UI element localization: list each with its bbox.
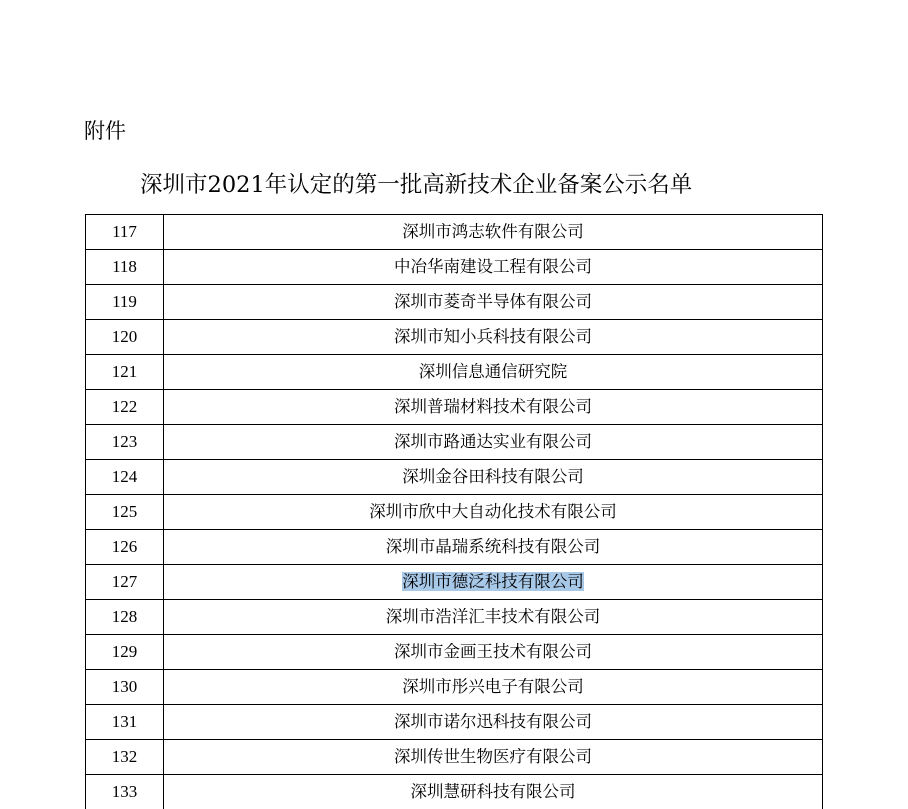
company-name-cell[interactable] (164, 320, 823, 355)
company-name[interactable]: 深圳普瑞材料技术有限公司 (394, 397, 592, 416)
company-name-cell[interactable] (164, 425, 823, 460)
table-row (86, 250, 823, 285)
table-row (86, 635, 823, 670)
table-row (86, 285, 823, 320)
table-row (86, 530, 823, 565)
table-row (86, 460, 823, 495)
company-name-cell[interactable] (164, 740, 823, 775)
company-list-body (86, 215, 823, 809)
company-name-cell[interactable] (164, 635, 823, 670)
table-row (86, 670, 823, 705)
company-name-cell[interactable] (164, 495, 823, 530)
row-number-cell: 121 (86, 355, 164, 390)
table-row (86, 775, 823, 809)
row-number-cell: 132 (86, 740, 164, 775)
company-name[interactable]: 深圳金谷田科技有限公司 (402, 467, 584, 486)
company-name[interactable]: 深圳慧研科技有限公司 (410, 782, 576, 801)
row-number-cell: 129 (86, 635, 164, 670)
company-name-cell[interactable] (164, 355, 823, 390)
company-name-cell[interactable] (164, 705, 823, 740)
table-row (86, 740, 823, 775)
table-row (86, 600, 823, 635)
company-name-cell[interactable] (164, 775, 823, 809)
row-number-cell: 122 (86, 390, 164, 425)
company-name-cell[interactable] (164, 530, 823, 565)
row-number-cell: 133 (86, 775, 164, 809)
row-number-cell: 128 (86, 600, 164, 635)
company-name-cell[interactable] (164, 600, 823, 635)
row-number-cell: 120 (86, 320, 164, 355)
company-name[interactable]: 深圳市知小兵科技有限公司 (394, 327, 592, 346)
table-row (86, 215, 823, 250)
table-row (86, 425, 823, 460)
attachment-label: 附件 (84, 119, 126, 143)
company-name[interactable]: 中冶华南建设工程有限公司 (394, 257, 592, 276)
row-number-cell: 130 (86, 670, 164, 705)
row-number-cell: 123 (86, 425, 164, 460)
company-name[interactable]: 深圳市晶瑞系统科技有限公司 (385, 537, 601, 556)
table-row (86, 705, 823, 740)
company-name-cell[interactable] (164, 285, 823, 320)
row-number-cell: 126 (86, 530, 164, 565)
row-number-cell: 117 (86, 215, 164, 250)
table-row (86, 355, 823, 390)
table-row (86, 390, 823, 425)
company-name[interactable]: 深圳信息通信研究院 (418, 362, 568, 381)
company-name-cell[interactable] (164, 250, 823, 285)
row-number-cell: 131 (86, 705, 164, 740)
row-number-cell: 124 (86, 460, 164, 495)
company-name[interactable]: 深圳市路通达实业有限公司 (394, 432, 592, 451)
table-row (86, 565, 823, 600)
company-name[interactable]: 深圳市浩洋汇丰技术有限公司 (385, 607, 601, 626)
company-name-cell[interactable] (164, 460, 823, 495)
row-number-cell: 125 (86, 495, 164, 530)
company-name[interactable]: 深圳传世生物医疗有限公司 (394, 747, 592, 766)
table-row (86, 320, 823, 355)
company-name[interactable]: 深圳市金画王技术有限公司 (394, 642, 592, 661)
company-name-cell[interactable] (164, 565, 823, 600)
company-name[interactable]: 深圳市彤兴电子有限公司 (402, 677, 584, 696)
company-name[interactable]: 深圳市菱奇半导体有限公司 (394, 292, 592, 311)
company-name-cell[interactable] (164, 215, 823, 250)
row-number-cell: 127 (86, 565, 164, 600)
document-title: 深圳市2021年认定的第一批高新技术企业备案公示名单 (140, 172, 693, 198)
company-name-cell[interactable] (164, 670, 823, 705)
company-name[interactable]: 深圳市欣中大自动化技术有限公司 (369, 502, 617, 521)
company-name[interactable]: 深圳市鸿志软件有限公司 (402, 222, 584, 241)
table-row (86, 495, 823, 530)
selected-company-name[interactable]: 深圳市德泛科技有限公司 (402, 572, 584, 591)
row-number-cell: 119 (86, 285, 164, 320)
company-name[interactable]: 深圳市诺尔迅科技有限公司 (394, 712, 592, 731)
row-number-cell: 118 (86, 250, 164, 285)
company-name-cell[interactable] (164, 390, 823, 425)
company-list-table (85, 214, 823, 809)
